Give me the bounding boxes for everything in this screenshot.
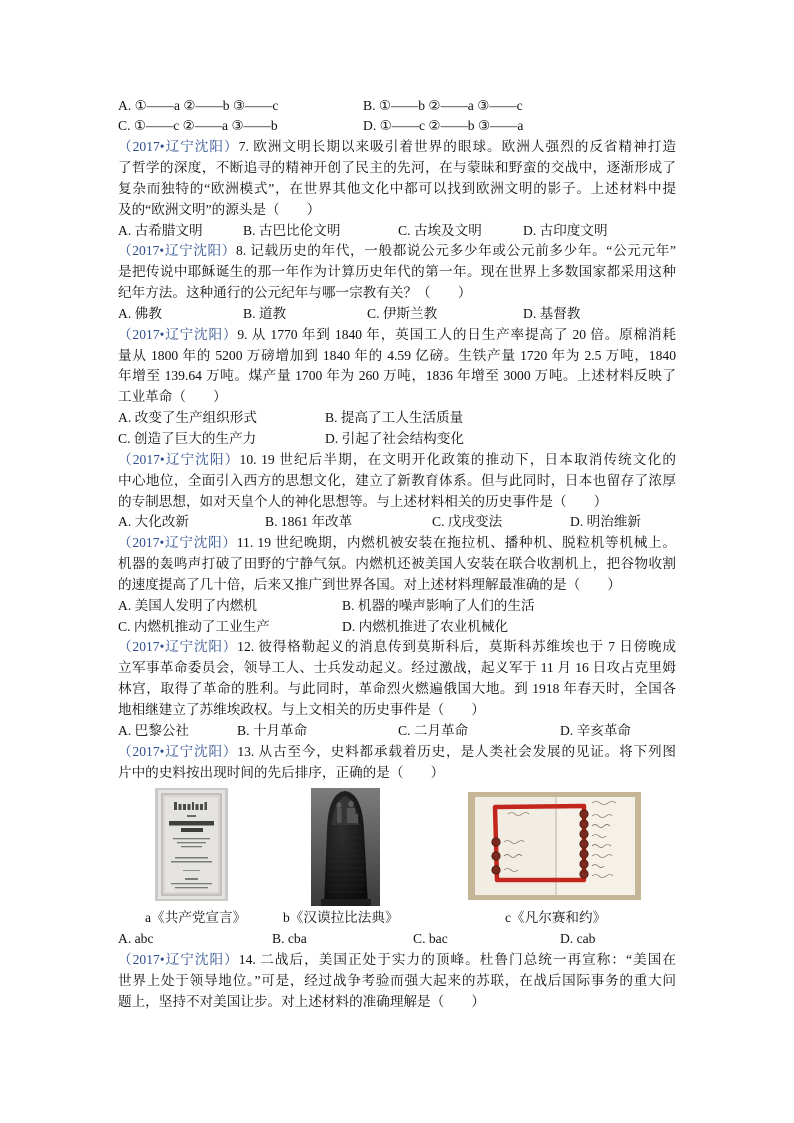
q9-options-row-1 [118,408,676,429]
figure-caption-a: a《共产党宣言》 [145,909,247,925]
q7-option-d: D. 古印度文明 [523,222,608,238]
source-tag: （2017•辽宁沈阳） [118,952,239,968]
hammurabi-stele-image [311,788,380,906]
q9-options-row-2 [118,429,676,450]
q13-figures [118,783,676,929]
q11-line: 机器的轰鸣声打破了田野的宁静气氛。内燃机还被美国人安装在联合收割机上，把谷物收割 [118,556,676,572]
q11-option-d: D. 内燃机推进了农业机械化 [342,618,509,634]
communist-manifesto-image [155,788,228,901]
q10-text: 10. 19 世纪后半期，在文明开化政策的推动下，日本取消传统文化的 [239,451,676,467]
q13-options [118,929,676,950]
q8-option-b: B. 道教 [243,305,287,321]
q9-option-a: A. 改变了生产组织形式 [118,410,257,426]
q13-option-c: C. bac [413,931,448,947]
figure-caption-c: c《凡尔赛和约》 [505,909,607,925]
q6-options-row-2 [118,116,676,137]
q7-line [118,137,676,158]
q10-option-c: C. 戊戌变法 [432,514,503,530]
q7-option-a: A. 古希腊文明 [118,222,203,238]
q8-options [118,304,676,325]
q11-text: 11. 19 世纪晚期，内燃机被安装在拖拉机、播种机、脱粒机等机械上。 [236,535,676,551]
q8-option-d: D. 基督教 [523,305,581,321]
source-tag: （2017•辽宁沈阳） [118,743,238,759]
q6-option-c: C. ①——c ②——a ③——b [118,118,278,134]
q12-text: 12. 彼得格勒起义的消息传到莫斯科后，莫斯科苏维埃也于 7 日傍晚成 [237,639,676,655]
source-tag: （2017•辽宁沈阳） [118,451,240,467]
q12-line: 地相继建立了苏维埃政权。与上文相关的历史事件是（ ） [118,701,486,717]
q11-options-row-1 [118,596,676,617]
q12-option-d: D. 辛亥革命 [560,722,631,738]
versailles-treaty-image [468,792,641,900]
q12-line: 立军事革命委员会，领导工人、士兵发动起义。经过激战，起义军于 11 月 16 日攻占克里姆 [118,660,676,676]
q14-text: 14. 二战后，美国正处于实力的顶峰。杜鲁门总统一再宣称：“美国在 [238,952,676,968]
q13-line: 片中的史料按出现时间的先后排序，正确的是（ ） [118,764,445,780]
q9-option-b: B. 提高了工人生活质量 [325,410,464,426]
q8-option-a: A. 佛教 [118,305,162,321]
q6-options-row-1 [118,96,676,117]
q8-line [118,241,676,262]
q11-line [118,533,676,554]
q13-option-a: A. abc [118,931,154,947]
q12-option-c: C. 二月革命 [398,722,469,738]
figure-caption-b: b《汉谟拉比法典》 [283,909,399,925]
q7-options [118,221,676,242]
q6-option-b: B. ①——b ②——a ③——c [363,97,523,113]
q6-option-a: A. ①——a ②——b ③——c [118,97,279,113]
q7-option-c: C. 古埃及文明 [398,222,482,238]
q8-line: 是把传说中耶稣诞生的那一年作为计算历史年代的第一年。现在世界上多数国家都采用这种 [118,264,676,280]
source-tag: （2017•辽宁沈阳） [118,326,238,342]
q11-option-b: B. 机器的噪声影响了人们的生活 [342,597,535,613]
q11-option-c: C. 内燃机推动了工业生产 [118,618,270,634]
q11-line: 的速度提高了几十倍，后来又推广到世界各国。对上述材料理解最准确的是（ ） [118,576,621,592]
source-tag: （2017•辽宁沈阳） [118,535,237,551]
q7-text: 7. 欧洲文明长期以来吸引着世界的眼球。欧洲人强烈的反省精神打造 [238,139,676,155]
q14-line: 世界上处于领导地位。”可是，经过战争考验而强大起来的苏联，在战后国际事务的重大问 [118,973,676,989]
q10-option-d: D. 明治维新 [570,514,641,530]
source-tag: （2017•辽宁沈阳） [118,139,239,155]
q9-line: 年增至 139.64 万吨。煤产量 1700 年为 260 万吨，1836 年增至 3000 万吨。上述材料反映了 [118,368,676,384]
q11-options-row-2 [118,617,676,638]
q8-option-c: C. 伊斯兰教 [367,305,438,321]
source-tag: （2017•辽宁沈阳） [118,243,237,259]
q10-line: 的专制思想，如对天皇个人的神化思想等。与上述材料相关的历史事件是（ ） [118,493,608,509]
q9-option-d: D. 引起了社会结构变化 [325,431,464,446]
q13-text: 13. 从古至今，史料都承载着历史，是人类社会发展的见证。将下列图 [237,743,676,759]
q7-line: 复杂而独特的“欧洲模式”，在世界其他文化中都可以找到欧洲文明的影子。上述材料中提 [118,180,676,196]
q9-line: 量从 1800 年的 5200 万磅增加到 1840 年的 4.59 亿磅。生铁产量 1720 年为 2.5 万吨，1840 [118,347,676,363]
q10-line: 中心地位，全面引入西方的思想文化，建立了新教育体系。但与此同时，日本也留存了浓厚 [118,472,676,488]
q13-option-b: B. cba [272,931,307,947]
q6-option-d: D. ①——c ②——b ③——a [363,118,524,134]
q7-line: 了哲学的深度，不断追寻的精神开创了民主的先河，在与蒙昧和野蛮的交战中，逐渐形成了 [118,160,676,176]
q10-line [118,450,676,471]
q7-line: 及的“欧洲文明”的源头是（ ） [118,201,321,217]
q13-line [118,742,676,763]
q10-options [118,512,676,533]
source-tag: （2017•辽宁沈阳） [118,639,238,655]
q11-option-a: A. 美国人发明了内燃机 [118,597,257,613]
exam-page [118,96,676,1013]
q12-option-b: B. 十月革命 [237,722,308,738]
q8-text: 8. 记载历史的年代，一般都说公元多少年或公元前多少年。“公元元年” [236,243,676,259]
q10-option-a: A. 大化改新 [118,514,189,530]
q14-line [118,950,676,971]
q12-options [118,721,676,742]
q9-line [118,325,676,346]
q7-option-b: B. 古巴比伦文明 [243,222,341,238]
q12-line [118,637,676,658]
q14-line: 题上，坚持不对美国让步。对上述材料的准确理解是（ ） [118,993,486,1009]
q10-option-b: B. 1861 年改革 [265,514,353,530]
q9-option-c: C. 创造了巨大的生产力 [118,431,257,446]
q9-text: 9. 从 1770 年到 1840 年，英国工人的日生产率提高了 20 倍。原棉消耗 [237,326,676,342]
q9-line: 工业革命（ ） [118,389,227,405]
q12-option-a: A. 巴黎公社 [118,722,189,738]
q13-option-d: D. cab [560,931,596,947]
q8-line: 纪年方法。这种通行的公元纪年与哪一宗教有关？（ ） [118,285,472,301]
q12-line: 林宫，取得了革命的胜利。与此同时，革命烈火燃遍俄国大地。到 1918 年春天时，全国各 [118,681,676,697]
